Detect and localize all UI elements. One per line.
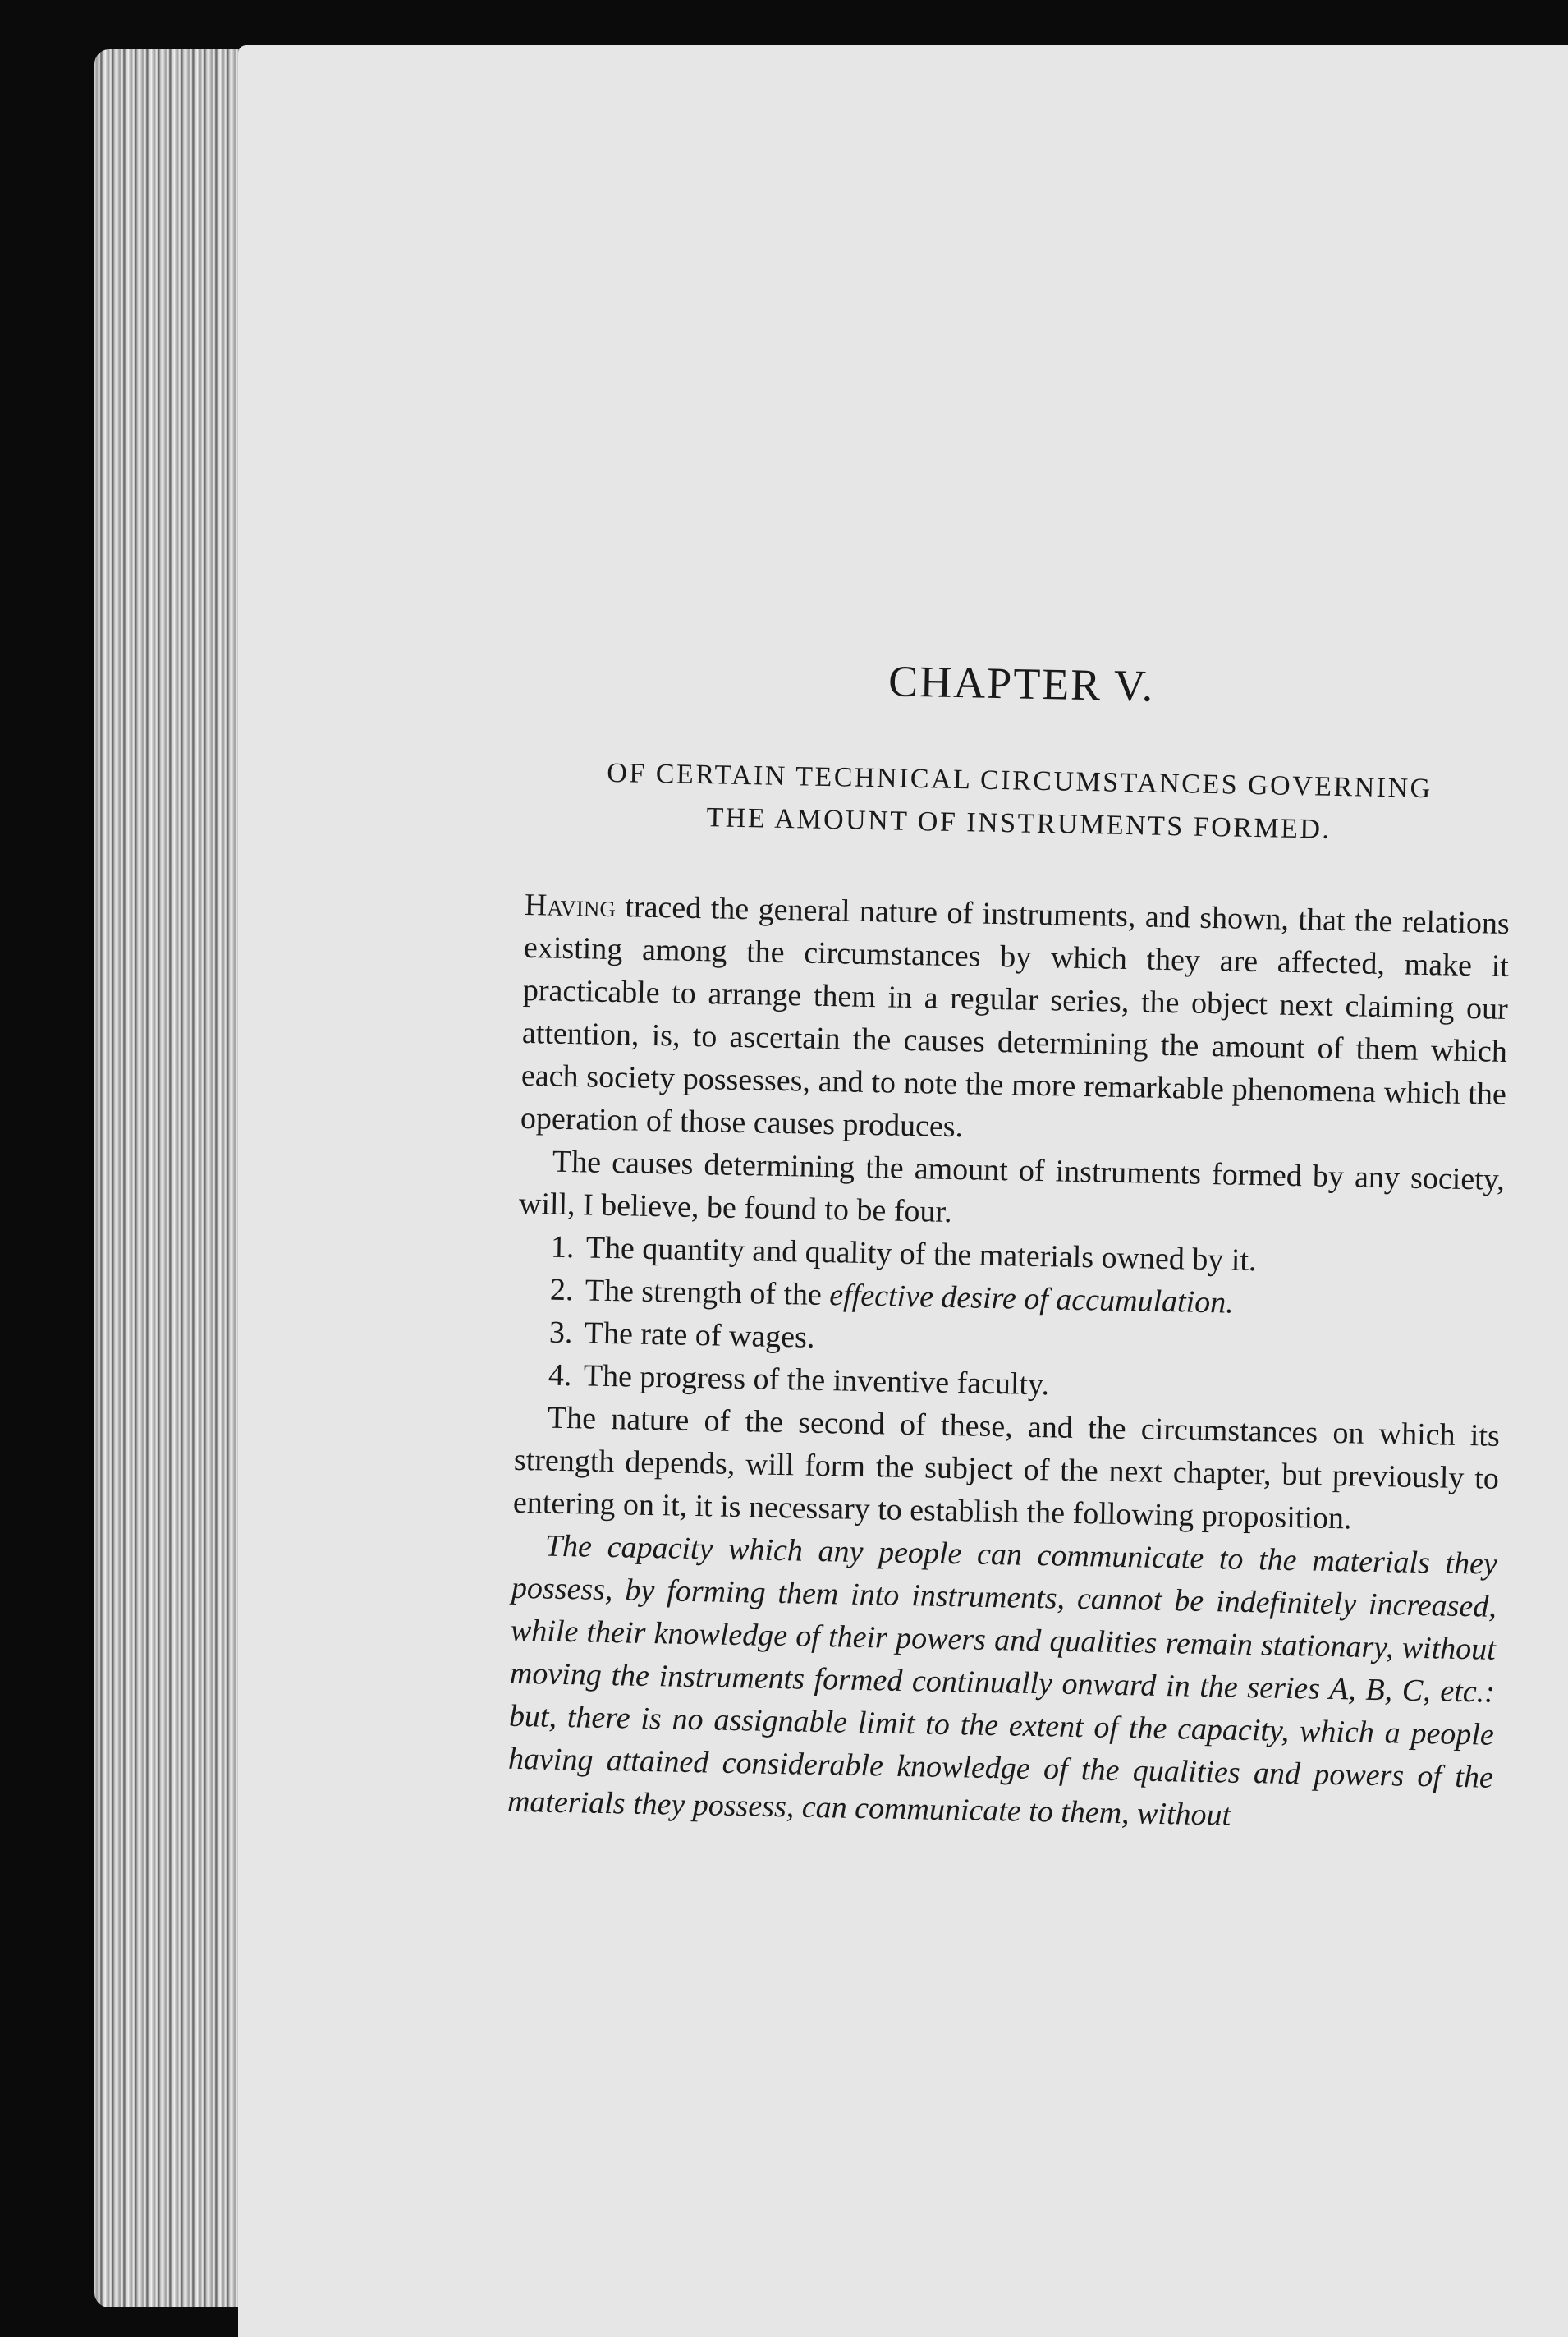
list-text: The strength of the — [585, 1273, 830, 1313]
causes-list — [516, 1225, 1504, 1415]
paragraph-1-text: traced the general nature of instruments, and shown, that the relations existing among the circumstances by which they are affected, make it practicable to arrange them in a regular series, the object next claiming our attention, is, to ascertain the causes determining the amount of them which each society possesses, and to note the more remarkable phenomena which the operation of those causes produces. — [520, 889, 1511, 1145]
list-number: 4. — [548, 1357, 572, 1393]
subtitle-line-1: OF CERTAIN TECHNICAL CIRCUMSTANCES GOVERNING — [607, 757, 1433, 805]
paragraph-2: The causes determining the amount of instruments formed by any society, will, I believe, be found to be four. — [518, 1144, 1506, 1230]
list-number: 2. — [549, 1272, 574, 1308]
drop-word: Having — [524, 887, 617, 925]
list-number: 1. — [550, 1229, 575, 1265]
paragraph-1 — [520, 884, 1511, 1159]
list-text-emphasis: effective desire of accumulation. — [828, 1278, 1235, 1320]
list-text: The progress of the inventive faculty. — [583, 1358, 1050, 1403]
proposition-paragraph: The capacity which any people can communicate to the materials they possess, by forming them into instruments, cannot be indefinitely increased, while their knowledge of their powers and qualities remain stationary, without moving the instruments formed continually onward in the series A, B, C, etc.: but, there is no assignable limit to the extent of the capacity, which a people having attained considerable knowledge of the qualities and powers of the materials they possess, can communicate to them, without — [507, 1528, 1498, 1833]
chapter-title: CHAPTER V. — [887, 656, 1155, 711]
subtitle-line-2: THE AMOUNT OF INSTRUMENTS FORMED. — [706, 802, 1332, 845]
paragraph-3: The nature of the second of these, and the circumstances on which its strength depends, will form the subject of the next chapter, but previously to entering on it, it is necessary to establish the following proposition. — [512, 1400, 1501, 1536]
page-content — [507, 649, 1515, 1842]
chapter-body — [507, 884, 1511, 1842]
list-text: The rate of wages. — [584, 1315, 815, 1355]
list-number: 3. — [548, 1315, 573, 1351]
list-text: The quantity and quality of the materials owned by it. — [585, 1230, 1257, 1279]
chapter-subtitle — [526, 751, 1513, 855]
